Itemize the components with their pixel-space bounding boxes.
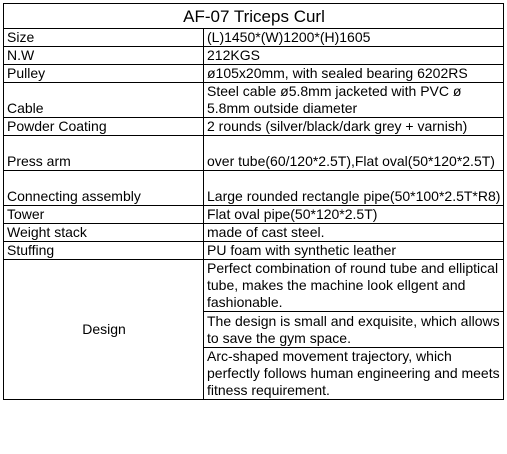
spec-table	[3, 3, 504, 400]
spec-value: PU foam with synthetic leather	[204, 242, 504, 260]
spec-label: Tower	[4, 206, 204, 224]
spec-row-size	[4, 29, 504, 47]
spec-row-cable	[4, 83, 504, 118]
spec-label: Connecting assembly	[4, 171, 204, 206]
spec-row-weight-stack	[4, 224, 504, 242]
spec-label: Pulley	[4, 65, 204, 83]
spec-label: Weight stack	[4, 224, 204, 242]
spec-sheet	[3, 3, 503, 400]
design-point: Perfect combination of round tube and elliptical tube, makes the machine look ellgent and fashionable.	[204, 260, 504, 312]
title-row	[4, 4, 504, 29]
spec-label: Stuffing	[4, 242, 204, 260]
spec-row-stuffing	[4, 242, 504, 260]
design-label: Design	[4, 260, 204, 400]
spec-label: N.W	[4, 47, 204, 65]
spec-label: Press arm	[4, 136, 204, 171]
spec-value: made of cast steel.	[204, 224, 504, 242]
spec-row-tower	[4, 206, 504, 224]
spec-value: (L)1450*(W)1200*(H)1605	[204, 29, 504, 47]
spec-row-connecting-assembly	[4, 171, 504, 206]
spec-value: Flat oval pipe(50*120*2.5T)	[204, 206, 504, 224]
spec-row-press-arm	[4, 136, 504, 171]
spec-value: ø105x20mm, with sealed bearing 6202RS	[204, 65, 504, 83]
spec-value: Steel cable ø5.8mm jacketed with PVC ø 5.8mm outside diameter	[204, 83, 504, 118]
spec-value: Large rounded rectangle pipe(50*100*2.5T*R8)	[204, 171, 504, 206]
spec-row-powder-coating	[4, 118, 504, 136]
spec-value: 2 rounds (silver/black/dark grey + varnish)	[204, 118, 504, 136]
spec-label: Cable	[4, 83, 204, 118]
design-point: The design is small and exquisite, which allows to save the gym space.	[204, 312, 504, 348]
spec-row-nw	[4, 47, 504, 65]
product-title: AF-07 Triceps Curl	[4, 4, 504, 29]
spec-value: 212KGS	[204, 47, 504, 65]
design-point: Arc-shaped movement trajectory, which perfectly follows human engineering and meets fitness requirement.	[204, 348, 504, 400]
spec-row-pulley	[4, 65, 504, 83]
spec-value: over tube(60/120*2.5T),Flat oval(50*120*2.5T)	[204, 136, 504, 171]
spec-label: Size	[4, 29, 204, 47]
spec-label: Powder Coating	[4, 118, 204, 136]
spec-row-design	[4, 260, 504, 312]
